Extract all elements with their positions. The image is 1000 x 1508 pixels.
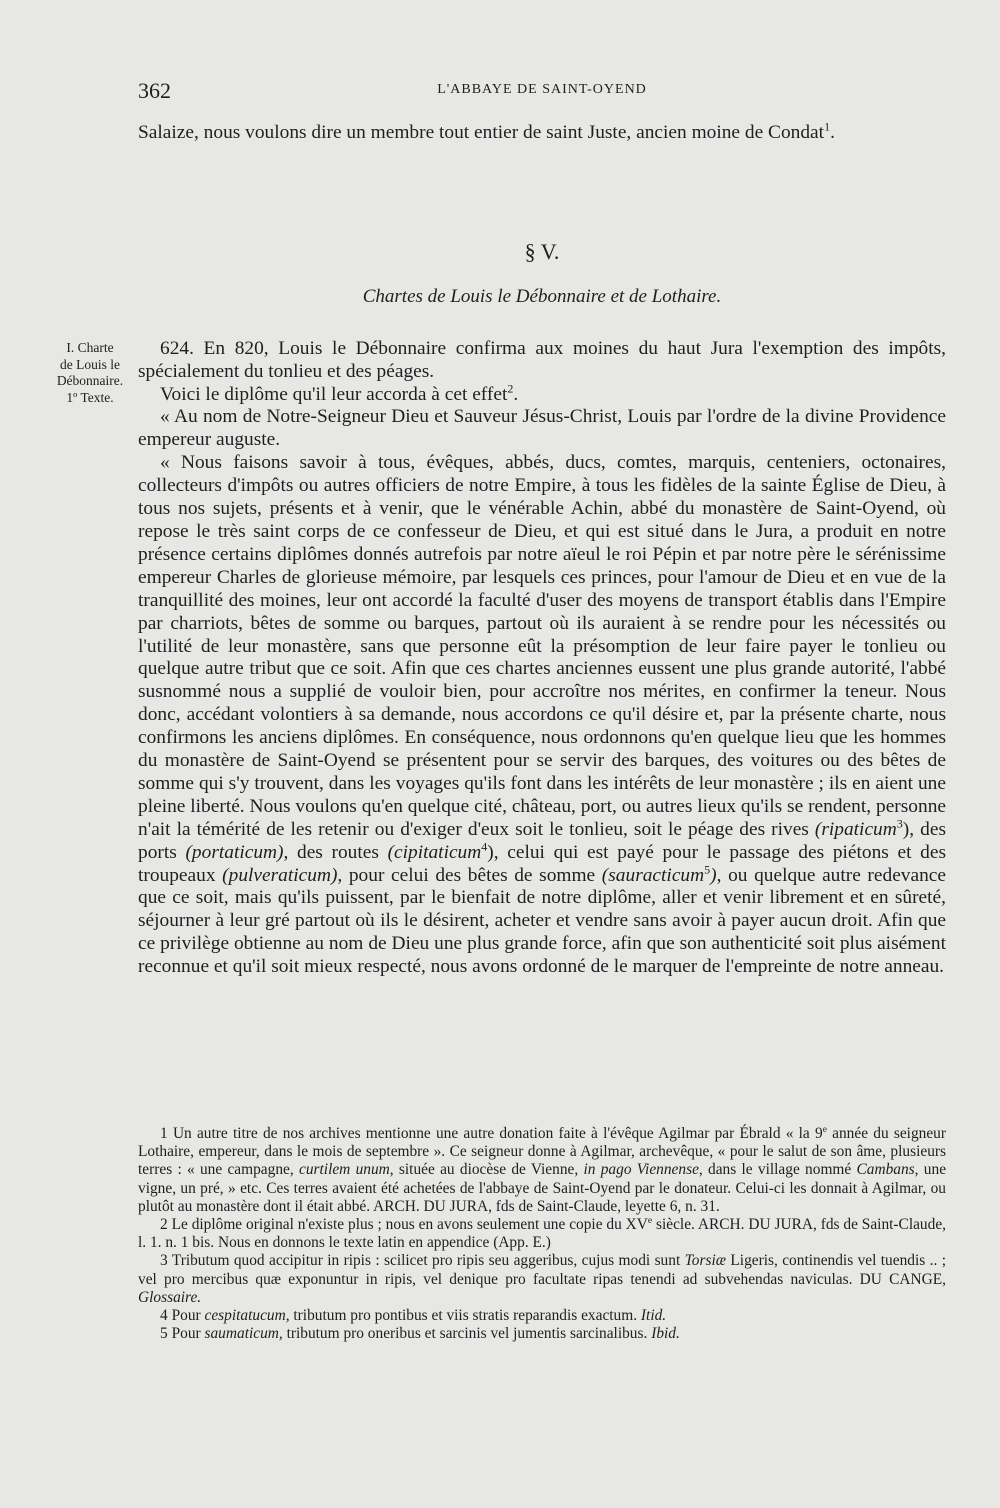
footnote-ref: 5 xyxy=(704,862,711,877)
footnote-5: 5 Pour saumaticum, tributum pro oneribus et sarcinis vel jumentis sarcinalibus. Ibid. xyxy=(160,1325,680,1343)
paragraph-au-nom: « Au nom de Notre-Seigneur Dieu et Sauveur Jésus-Christ, Louis par l'ordre de la divine Providence empereur auguste. xyxy=(138,406,946,451)
paragraph-624: 624. En 820, Louis le Débonnaire confirma aux moines du haut Jura l'exemption des impôts, spécialement du tonlieu et des péages. xyxy=(138,337,946,382)
footnote-ref: 3 xyxy=(896,816,903,831)
main-text xyxy=(138,119,947,979)
footnote-2: 2 Le diplôme original n'existe plus ; nous en avons seulement une copie du XVe siècle. ARCH. DU JURA, fds de Saint-Claude, l. 1. n. 1 bis. Nous en donnons le texte latin en appendice (App. E.) xyxy=(138,1214,946,1252)
section-title: Chartes de Louis le Débonnaire et de Lothaire. xyxy=(362,285,722,307)
footnote-ref: 2 xyxy=(507,381,514,396)
margin-note xyxy=(44,340,136,406)
footnotes xyxy=(138,1125,946,1343)
footnote-ref: 1 xyxy=(824,119,831,134)
running-title: L'ABBAYE DE SAINT-OYEND xyxy=(437,82,647,97)
running-header xyxy=(138,78,946,104)
footnote-3: 3 Tributum quod accipitur in ripis : scilicet pro ripis seu aggeribus, cujus modi sunt Torsiæ Ligeris, continendis vel tuendis .. ; vel pro mercibus quæ exponuntur in ripis, vel denique pro facultate ripas tenendi ad subvehendas naviculas. DU CANGE, Glossaire. xyxy=(138,1252,946,1306)
margin-note-line: 1º Texte. xyxy=(66,389,114,405)
footnote-ref: 4 xyxy=(481,839,488,854)
margin-note-line: Débonnaire. xyxy=(56,373,124,388)
paragraph-diplome: Voici le diplôme qu'il leur accorda à cet effet$^2$. xyxy=(160,381,519,405)
margin-note-line: I. Charte xyxy=(66,340,114,355)
footnote-4: 4 Pour cespitatucum, tributum pro pontibus et viis stratis reparandis exactum. Itid. xyxy=(160,1307,667,1325)
charter-text: « Nous faisons savoir à tous, évêques, abbés, ducs, comtes, marquis, centeniers, octonaires, collecteurs d'impôts ou autres officiers de notre Empire, à tous les fidèles de la sainte Église de Dieu, à tous nos sujets, présents et à venir, que le vénérable Achin, abbé du monastère de Saint-Oyend, où repose le très saint corps de ce confesseur de Dieu, et qui est situé dans le Jura, a produit en notre présence certains diplômes donnés autrefois par notre aïeul le roi Pépin et par notre père le sérénissime empereur Charles de glorieuse mémoire, par lesquels ces princes, pour l'amour de Dieu et en vue de la tranquillité des moines, leur ont accordé la faculté d'user des moyens de transport établis dans l'Empire par charriots, bêtes de somme ou barques, partout où ils auraient à se rendre pour les nécessités ou l'utilité de leur monastère, sans que personne eût la présomption de leur faire payer le tonlieu ou quelque autre tribut que ce soit. Afin que ces chartes anciennes eussent une plus grande autorité, l'abbé susnommé nous a supplié de vouloir bien, pour accroître nos mérites, en confirmer la teneur. Nous donc, accédant volontiers à sa demande, nous accordons ce qu'il désire et, par la présente charte, nous confirmons les anciens diplômes. En conséquence, nous ordonnons qu'en quelque lieu que les hommes du monastère de Saint-Oyend se présentent pour se servir des barques, des voitures ou des bêtes de somme qui s'y trouvent, dans les voyages qu'ils font dans les intérêts de leur monastère ; ils en aient une pleine liberté. Nous voulons qu'en quelque cité, château, port, ou autres lieux qu'ils se rendent, personne n'ait la témérité de les retenir ou d'exiger d'eux soit le tonlieu, soit le péage des rives (ripaticum$^3$), des ports (portaticum), des routes (cipitaticum$^4$), celui qui est payé pour le passage des piétons et des troupeaux (pulveraticum), pour celui des bêtes de somme (sauracticum$^5$), ou quelque autre redevance que ce soit, mais qu'ils puissent, par le bienfait de notre diplôme, aller et venir librement et en sûreté, séjourner à leur gré partout où ils le désirent, acheter et vendre sans avoir à payer aucun droit. Afin que ce privilège obtienne au nom de Dieu une plus grande force, afin que son authenticité soit plus aisément reconnue et qu'il soit mieux respecté, nous avons ordonné de le marquer de l'empreinte de notre anneau. xyxy=(138,452,947,978)
footnote-1: 1 Un autre titre de nos archives mentionne une autre donation faite à l'évêque Agilmar par Ébrald « la 9e année du seigneur Lothaire, empereur, dans le mois de septembre ». Ce seigneur donne à Agilmar, archevêque, « pour le salut de son âme, plusieurs terres : « une campagne, curtilem unum, située au diocèse de Vienne, in pago Viennense, dans le village nommé Cambans, une vigne, un pré, » etc. Ces terres avaient été achetées de l'abbaye de Saint-Oyend par le donateur. Celui-ci les donnait à Agilmar, ou plutôt au monastère dont il était abbé. ARCH. DU JURA, fds de Saint-Claude, leyette 6, n. 31. xyxy=(138,1123,947,1215)
section-number: § V. xyxy=(524,238,560,264)
intro-paragraph: Salaize, nous voulons dire un membre tout entier de saint Juste, ancien moine de Condat$^1$. xyxy=(138,119,835,143)
margin-note-line: de Louis le xyxy=(60,356,120,372)
page-number: 362 xyxy=(138,78,171,103)
